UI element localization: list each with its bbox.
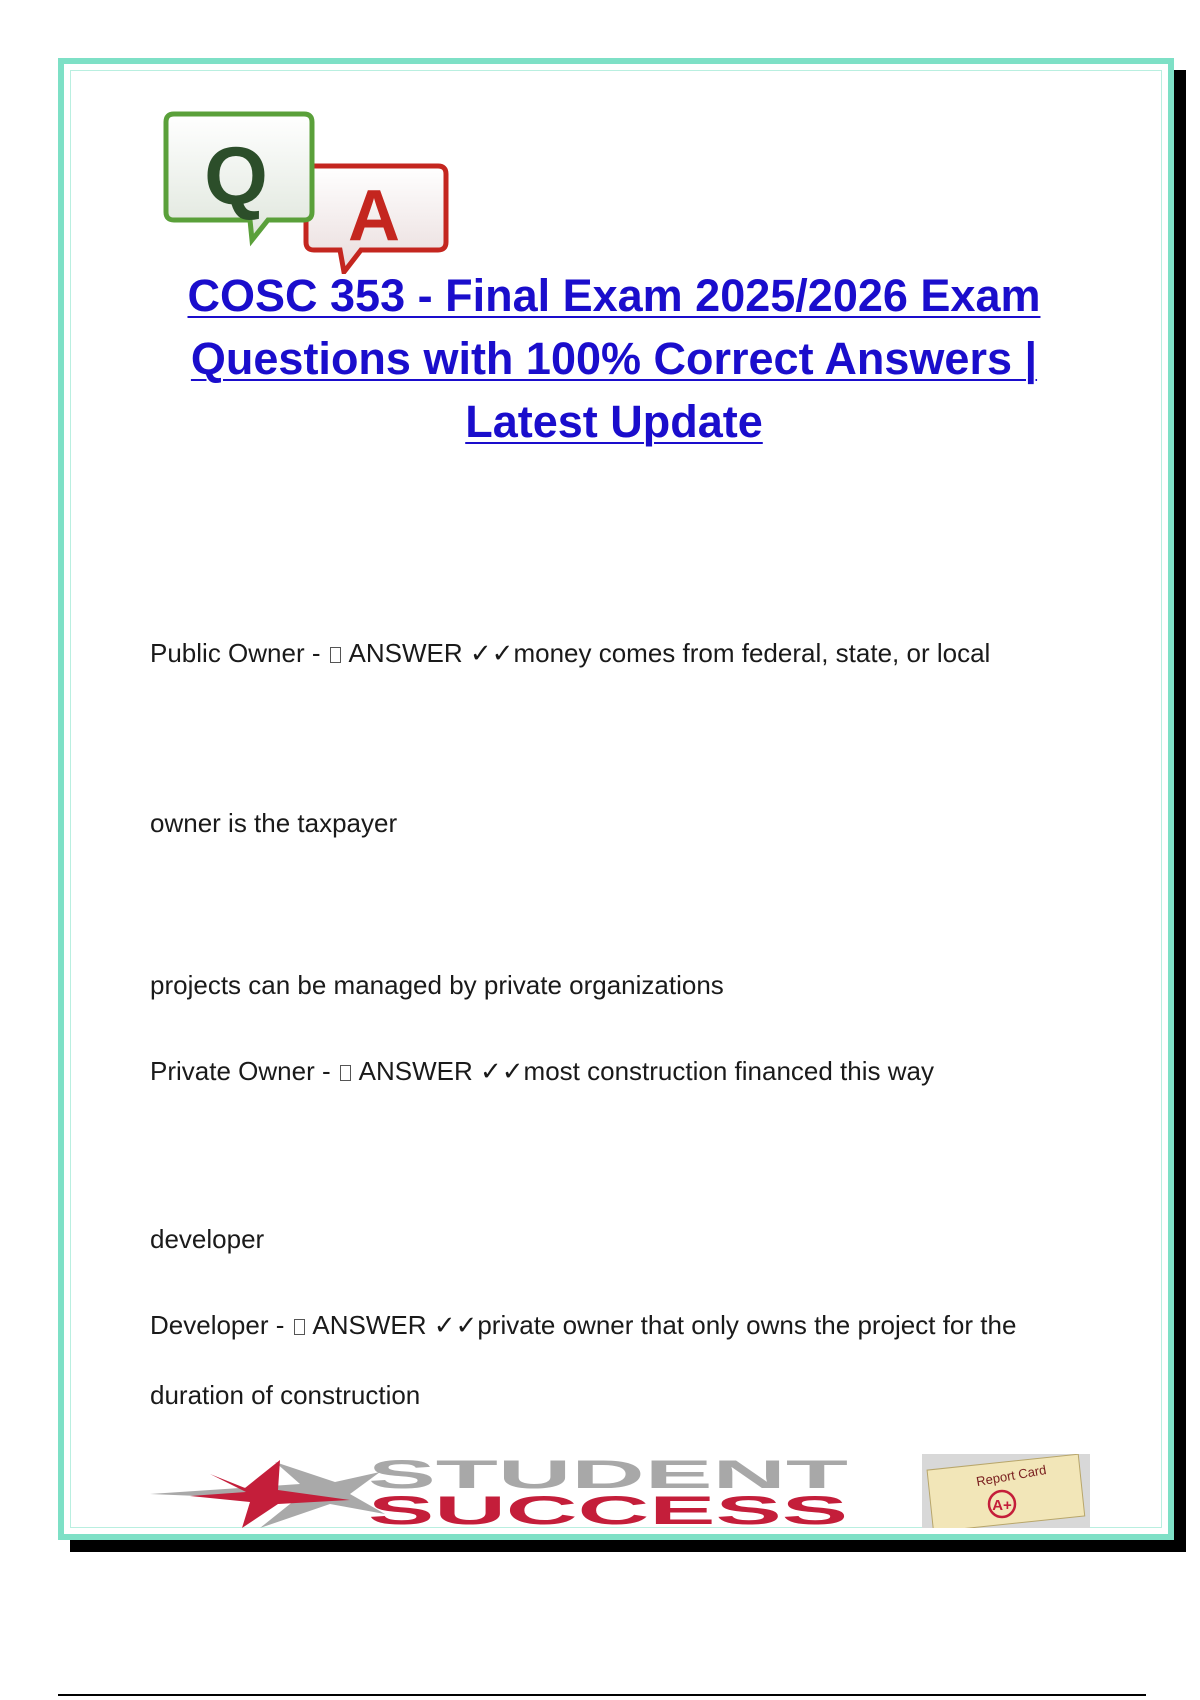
grade-text: A+ (992, 1497, 1012, 1514)
q-letter: Q (204, 131, 268, 222)
success-word: SUCCESS (368, 1489, 848, 1528)
entry-public-owner (150, 638, 990, 669)
student-word: STUDENT (368, 1454, 848, 1497)
a-letter: A (348, 176, 400, 256)
missing-glyph-icon (294, 1319, 305, 1335)
missing-glyph-icon (340, 1065, 351, 1081)
entry-continuation: duration of construction (150, 1380, 421, 1410)
answer-tag: ANSWER ✓✓ (358, 1056, 524, 1086)
document-page (58, 58, 1174, 1540)
entry-term: Private Owner - (150, 1056, 338, 1086)
entry-continuation: developer (150, 1224, 265, 1254)
entry-developer (150, 1310, 1016, 1341)
answer-tag: ANSWER ✓✓ (348, 638, 514, 668)
qa-logo (156, 94, 456, 274)
answer-tag: ANSWER ✓✓ (312, 1310, 478, 1340)
entry-answer-text: most construction financed this way (523, 1056, 934, 1086)
entry-answer-text: private owner that only owns the project for the (477, 1310, 1017, 1340)
star-swoosh-icon (150, 1460, 385, 1528)
page-divider (58, 1694, 1146, 1696)
entry-continuation: projects can be managed by private organizations (150, 970, 724, 1000)
student-success-logo (150, 1454, 1090, 1528)
document-title[interactable]: COSC 353 - Final Exam 2025/2026 Exam Questions with 100% Correct Answers | Latest Update (187, 270, 1041, 447)
entry-term: Public Owner - (150, 638, 328, 668)
entry-continuation: owner is the taxpayer (150, 808, 398, 838)
entry-answer-text: money comes from federal, state, or local (513, 638, 991, 668)
report-card-label: Report Card (975, 1462, 1048, 1490)
a-speech-bubble-icon (306, 166, 446, 272)
q-speech-bubble-icon (166, 114, 312, 240)
entry-private-owner (150, 1056, 934, 1087)
entry-term: Developer - (150, 1310, 292, 1340)
missing-glyph-icon (330, 647, 341, 663)
report-card-icon (922, 1454, 1090, 1528)
